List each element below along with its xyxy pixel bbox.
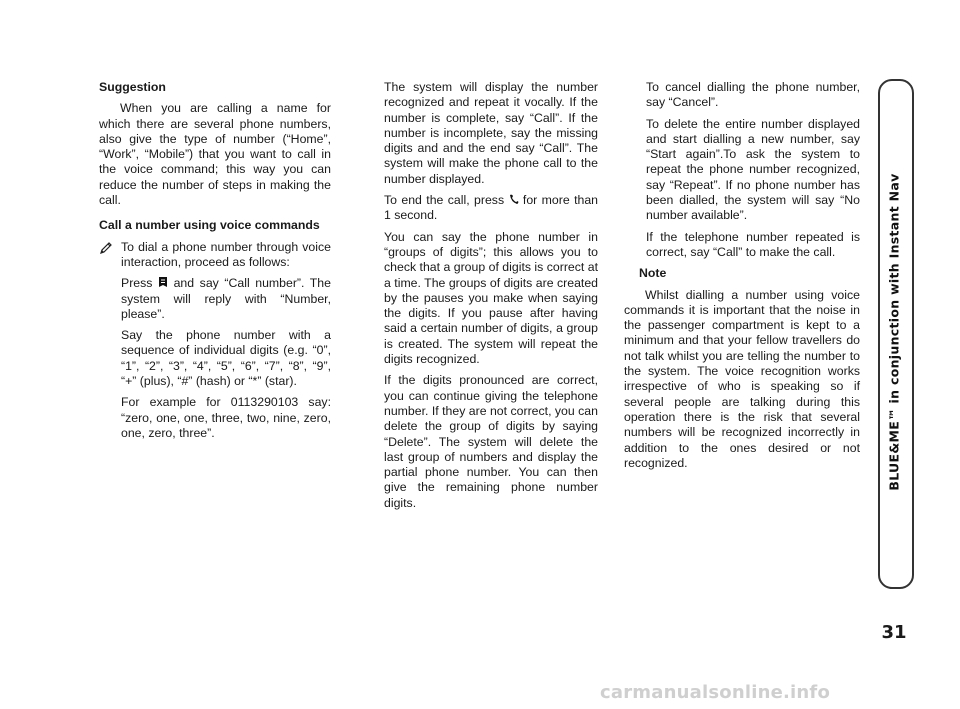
note-text: Whilst dialling a number using voice commands it is important that the noise in the passenger compartment is kept to a minimum and that your fellow travellers do not talk whilst you are telling the number to the system. The voice recognition works irrespective of who is speaking so if several people are talking during this operation there is the risk that several numbers will be recognized incorrectly in addition to the ones desired or not recognized. — [624, 287, 860, 470]
intro-item — [99, 240, 331, 271]
middle-column — [384, 80, 598, 517]
delete-digits-text: If the digits pronounced are correct, you can continue giving the telephone number. If they are not correct, you can delete the group of digits by saying “Delete”. The system will delete the last group of numbers and display the partial phone number. You can then give the remaining phone number digits. — [384, 373, 598, 510]
call-number-heading: Call a number using voice commands — [99, 218, 320, 233]
hangup-icon — [509, 194, 519, 205]
press-after: and say “Call number”. The system will reply with “Number, please”. — [121, 276, 331, 321]
voice-button-icon — [158, 277, 168, 288]
end-call-after: for more than 1 second. — [384, 193, 599, 223]
chapter-title: BLUE&ME™ in conjunction with Instant Nav — [886, 173, 902, 491]
end-call-before: To end the call, press — [384, 193, 505, 208]
display-number-text: The system will display the number recognized and repeat it vocally. If the number is complete, say “Call”. If the number is incomplete, say the missing digits and and the end say “Call”. The system will make the phone call to the number displayed. — [384, 80, 598, 186]
groups-of-digits-text: You can say the phone number in “groups of digits”; this allows you to check that a group of digits is correct at a time. The groups of digits are created by the pauses you make when saying the digits. If you pause after having said a certain number of digits, a group is created. The system will repeat the digits recognized. — [384, 229, 598, 367]
right-column — [624, 80, 860, 477]
example-text: For example for 0113290103 say: “zero, one, one, three, two, nine, zero, one, zero, three”. — [121, 395, 331, 440]
suggestion-text: When you are calling a name for which there are several phone numbers, also give the type of number (“Home”, “Work”, “Mobile”) that you want to call in the voice command; this way you can reduce the number of steps in making the call. — [99, 101, 331, 208]
page-number: 31 — [881, 622, 907, 643]
suggestion-heading: Suggestion — [99, 80, 166, 94]
press-instruction — [99, 276, 331, 322]
note-heading: Note — [639, 266, 667, 281]
end-call-instruction — [384, 193, 598, 224]
watermark: carmanualsonline.info — [600, 682, 831, 703]
pencil-icon — [99, 241, 113, 255]
cancel-text: To cancel dialling the phone number, say “Cancel”. — [646, 80, 860, 110]
call-confirm-text: If the telephone number repeated is correct, say “Call” to make the call. — [646, 229, 860, 259]
left-column — [99, 80, 331, 447]
intro-text: To dial a phone number through voice interaction, proceed as follows: — [121, 239, 331, 269]
press-before: Press — [121, 276, 153, 291]
start-again-text: To delete the entire number displayed and start dialling a new number, say “Start again”.To ask the system to repeat the phone number recognized, say “Repeat”. If no phone number has been dialled, the system will say “No number available”. — [646, 116, 860, 223]
say-digits-text: Say the phone number with a sequence of individual digits (e.g. “0”, “1”, “2”, “3”, “4”, “5”, “6”, “7”, “8”, “9”, “+” (plus), “#” (hash) or “*” (star). — [121, 328, 331, 389]
